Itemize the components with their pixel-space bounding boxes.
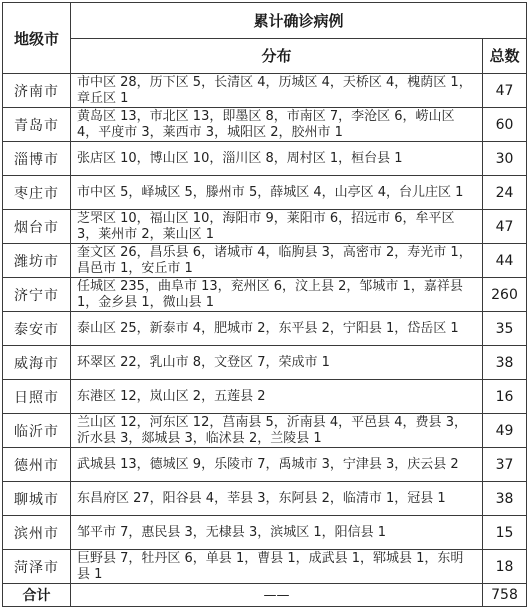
- table-row: [3, 414, 527, 448]
- district-distribution: 东昌府区 27，阳谷县 4，莘县 3，东阿县 2，临清市 1，冠县 1: [71, 482, 483, 516]
- city-total: 260: [483, 278, 527, 312]
- table-row: [3, 516, 527, 550]
- district-distribution: 东港区 12，岚山区 2，五莲县 2: [71, 380, 483, 414]
- city-total: 38: [483, 346, 527, 380]
- city-total: 30: [483, 142, 527, 176]
- table-row: [3, 278, 527, 312]
- city-total: 47: [483, 210, 527, 244]
- district-distribution: 市中区 28，历下区 5，长清区 4，历城区 4，天桥区 4，槐荫区 1，章丘区 1: [71, 74, 483, 108]
- city-total: 18: [483, 550, 527, 584]
- city-name: 济宁市: [3, 278, 71, 312]
- district-distribution: 芝罘区 10，福山区 10，海阳市 9，莱阳市 6，招远市 6，牟平区 3，莱州市 2，莱山区 1: [71, 210, 483, 244]
- city-name: 临沂市: [3, 414, 71, 448]
- table-row: [3, 448, 527, 482]
- table-row: [3, 142, 527, 176]
- header-total: 总数: [483, 38, 527, 74]
- city-name: 烟台市: [3, 210, 71, 244]
- district-distribution: 武城县 13，德城区 9，乐陵市 7，禹城市 3，宁津县 3，庆云县 2: [71, 448, 483, 482]
- city-total: 24: [483, 176, 527, 210]
- summary-distribution: ——: [71, 584, 483, 607]
- summary-row: [3, 584, 527, 607]
- city-name: 泰安市: [3, 312, 71, 346]
- table-row: [3, 346, 527, 380]
- city-total: 44: [483, 244, 527, 278]
- city-total: 37: [483, 448, 527, 482]
- city-total: 16: [483, 380, 527, 414]
- district-distribution: 邹平市 7，惠民县 3，无棣县 3，滨城区 1，阳信县 1: [71, 516, 483, 550]
- city-total: 15: [483, 516, 527, 550]
- city-name: 淄博市: [3, 142, 71, 176]
- table-row: [3, 108, 527, 142]
- city-name: 威海市: [3, 346, 71, 380]
- city-name: 枣庄市: [3, 176, 71, 210]
- table-row: [3, 244, 527, 278]
- district-distribution: 环翠区 22，乳山市 8，文登区 7，荣成市 1: [71, 346, 483, 380]
- summary-total: 758: [483, 584, 527, 607]
- district-distribution: 黄岛区 13，市北区 13，即墨区 8，市南区 7，李沧区 6，崂山区 4，平度市 3，莱西市 3，城阳区 2，胶州市 1: [71, 108, 483, 142]
- city-name: 济南市: [3, 74, 71, 108]
- district-distribution: 巨野县 7，牡丹区 6，单县 1，曹县 1，成武县 1，郓城县 1，东明县 1: [71, 550, 483, 584]
- city-name: 滨州市: [3, 516, 71, 550]
- city-name: 日照市: [3, 380, 71, 414]
- table-row: [3, 74, 527, 108]
- city-total: 47: [483, 74, 527, 108]
- city-total: 60: [483, 108, 527, 142]
- city-total: 49: [483, 414, 527, 448]
- district-distribution: 任城区 235，曲阜市 13，兖州区 6，汶上县 2，邹城市 1，嘉祥县 1，金乡县 1，微山县 1: [71, 278, 483, 312]
- city-total: 35: [483, 312, 527, 346]
- district-distribution: 奎文区 26，昌乐县 6，诸城市 4，临朐县 3，高密市 2，寿光市 1，昌邑市 1，安丘市 1: [71, 244, 483, 278]
- district-distribution: 市中区 5，峄城区 5，滕州市 5，薛城区 4，山亭区 4，台儿庄区 1: [71, 176, 483, 210]
- table-row: [3, 482, 527, 516]
- summary-label: 合计: [3, 584, 71, 607]
- city-name: 聊城市: [3, 482, 71, 516]
- district-distribution: 兰山区 12，河东区 12，莒南县 5，沂南县 4，平邑县 4，费县 3，沂水县 3，郯城县 3，临沭县 2，兰陵县 1: [71, 414, 483, 448]
- case-table-container: [2, 2, 526, 604]
- table-row: [3, 176, 527, 210]
- confirmed-cases-table: [2, 2, 527, 607]
- city-name: 潍坊市: [3, 244, 71, 278]
- city-name: 菏泽市: [3, 550, 71, 584]
- table-row: [3, 550, 527, 584]
- header-distribution: 分布: [71, 38, 483, 74]
- city-total: 38: [483, 482, 527, 516]
- table-row: [3, 380, 527, 414]
- table-row: [3, 312, 527, 346]
- district-distribution: 泰山区 25，新泰市 4，肥城市 2，东平县 2，宁阳县 1，岱岳区 1: [71, 312, 483, 346]
- district-distribution: 张店区 10，博山区 10，淄川区 8，周村区 1，桓台县 1: [71, 142, 483, 176]
- header-city: 地级市: [3, 3, 71, 74]
- table-row: [3, 210, 527, 244]
- header-cumulative-cases: 累计确诊病例: [71, 3, 527, 39]
- city-name: 德州市: [3, 448, 71, 482]
- city-name: 青岛市: [3, 108, 71, 142]
